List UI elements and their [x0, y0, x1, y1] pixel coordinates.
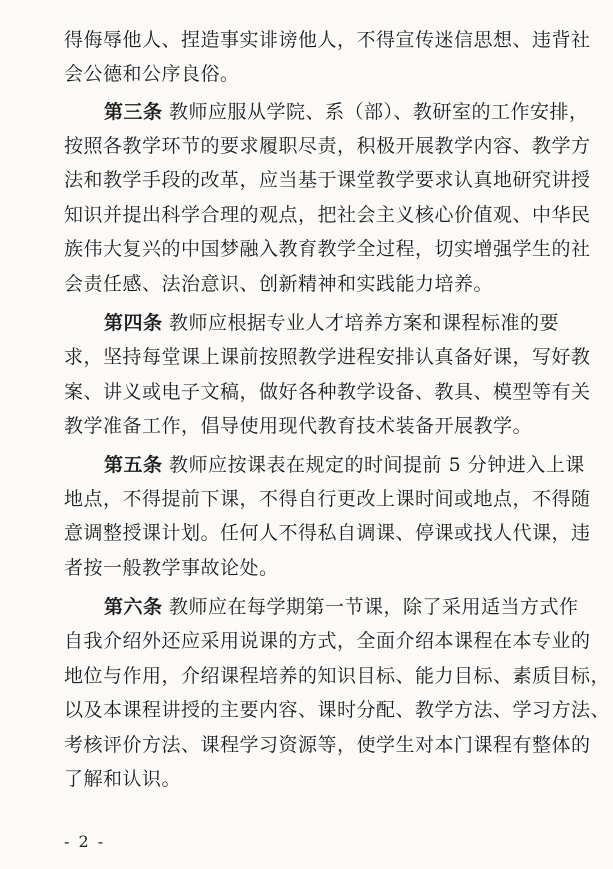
text-line [64, 487, 591, 511]
article-first-line [104, 311, 559, 335]
text-line [64, 203, 591, 227]
article-label: 第三条 [104, 101, 163, 123]
line-text: 教师应服从学院、系（部）、教研室的工作安排， [162, 101, 589, 123]
line-text: 意调整授课计划。任何人不得私自调课、停课或找人代课，违 [64, 522, 591, 544]
line-text: 法和教学手段的改革，应当基于课堂教学要求认真地研究讲授 [64, 169, 591, 191]
article-label: 第五条 [104, 454, 163, 476]
line-text: 求，坚持每堂课上课前按照教学进程安排认真备好课，写好教 [64, 346, 591, 368]
text-line [64, 380, 591, 404]
line-text: 知识并提出科学合理的观点，把社会主义核心价值观、中华民 [64, 204, 591, 226]
line-text: 教师应根据专业人才培养方案和课程标准的要 [162, 312, 560, 334]
line-text: 得侮辱他人、捏造事实诽谤他人，不得宣传迷信思想、违背社 [64, 29, 591, 51]
line-text: 者按一般教学事故论处。 [64, 557, 279, 579]
text-line [64, 733, 591, 757]
line-text: 地点，不得提前下课，不得自行更改上课时间或地点，不得随 [64, 488, 591, 510]
line-text: 案、讲义或电子文稿，做好各种教学设备、教具、模型等有关 [64, 381, 591, 403]
line-text: 以及本课程讲授的主要内容、课时分配、教学方法、学习方法、 [64, 699, 611, 721]
text-line [64, 664, 610, 688]
article-label: 第四条 [104, 312, 163, 334]
text-line [64, 28, 591, 52]
line-text: 了解和认识。 [64, 768, 182, 790]
text-line [64, 556, 279, 580]
line-text: 会责任感、法治意识、创新精神和实践能力培养。 [64, 273, 494, 295]
line-text: 教学准备工作，倡导使用现代教育技术装备开展教学。 [64, 415, 533, 437]
line-text: 教师应在每学期第一节课，除了采用适当方式作 [162, 596, 579, 618]
page-number: - 2 - [64, 832, 106, 851]
text-line [64, 168, 591, 192]
line-text: 考核评价方法、课程学习资源等，使学生对本门课程有整体的 [64, 734, 591, 756]
line-text: 会公德和公序良俗。 [64, 63, 240, 85]
text-line [64, 414, 532, 438]
text-line [64, 134, 591, 158]
article-first-line [104, 595, 579, 619]
text-line [64, 272, 493, 296]
line-text: 自我介绍外还应采用说课的方式，全面介绍本课程在本专业的 [64, 630, 591, 652]
text-line [64, 62, 240, 86]
article-first-line [104, 100, 589, 124]
text-line [64, 237, 591, 261]
article-label: 第六条 [104, 596, 163, 618]
line-text: 族伟大复兴的中国梦融入教育教学全过程，切实增强学生的社 [64, 238, 591, 260]
text-line [64, 698, 610, 722]
text-line [64, 521, 591, 545]
line-text: 地位与作用，介绍课程培养的知识目标、能力目标、素质目标， [64, 665, 611, 687]
text-line [64, 345, 591, 369]
article-first-line [104, 453, 585, 477]
line-text: 按照各教学环节的要求履职尽责，积极开展教学内容、教学方 [64, 135, 591, 157]
text-line [64, 629, 591, 653]
line-text: 教师应按课表在规定的时间提前 5 分钟进入上课 [162, 454, 585, 476]
text-line [64, 767, 181, 791]
